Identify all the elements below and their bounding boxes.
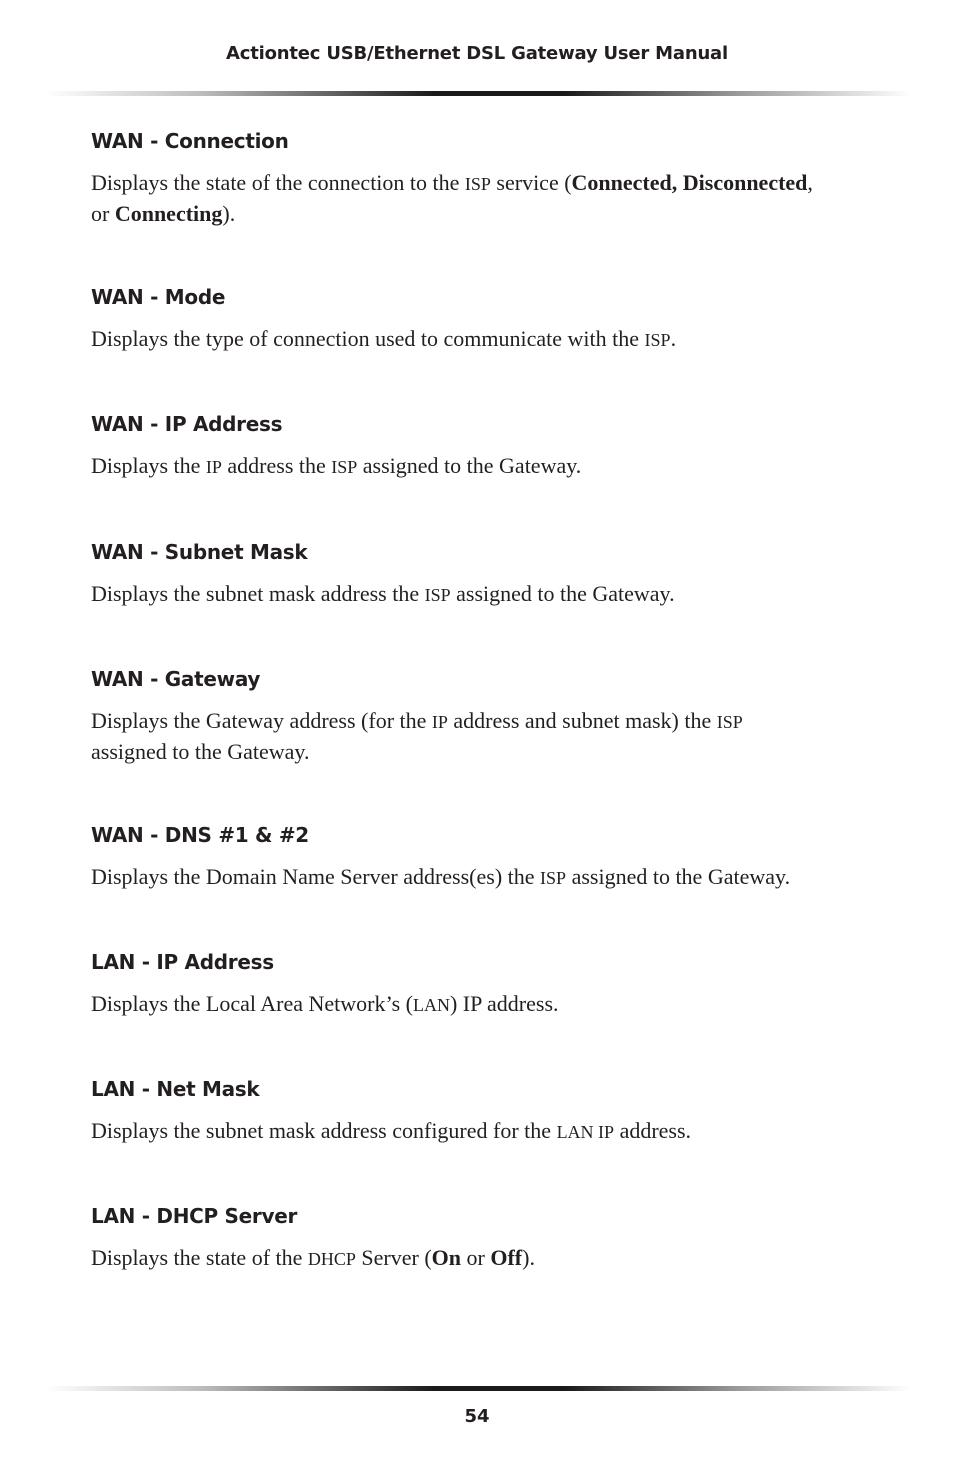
section-description: Displays the state of the DHCP Server (On or Off).	[91, 1245, 535, 1270]
section-heading: WAN - IP Address	[91, 412, 283, 436]
section-wan-mode	[91, 284, 881, 355]
section-heading: WAN - Gateway	[91, 667, 261, 691]
section-wan-subnet-mask	[91, 539, 881, 610]
section-description: Displays the Domain Name Server address(es) the ISP assigned to the Gateway.	[91, 864, 791, 889]
section-heading: LAN - IP Address	[91, 950, 274, 974]
page-number: 54	[464, 1406, 490, 1427]
section-description: Displays the subnet mask address the ISP assigned to the Gateway.	[91, 581, 675, 606]
section-heading: WAN - Connection	[91, 129, 289, 153]
section-description: Displays the subnet mask address configured for the LAN IP address.	[91, 1118, 692, 1143]
section-lan-net-mask	[91, 1076, 881, 1147]
section-heading: WAN - DNS #1 & #2	[91, 823, 309, 847]
section-wan-gateway	[91, 666, 881, 766]
section-wan-connection	[91, 128, 881, 228]
section-lan-dhcp-server	[91, 1203, 881, 1274]
section-lan-ip-address	[91, 949, 881, 1020]
section-heading: LAN - DHCP Server	[91, 1204, 298, 1228]
section-heading: WAN - Mode	[91, 285, 226, 309]
section-heading: WAN - Subnet Mask	[91, 540, 308, 564]
section-description: Displays the type of connection used to communicate with the ISP.	[91, 326, 677, 351]
section-description: Displays the IP address the ISP assigned to the Gateway.	[91, 453, 582, 478]
section-description: Displays the Local Area Network’s (LAN) IP address.	[91, 991, 559, 1016]
footer-divider	[45, 1386, 911, 1391]
page-header-title: Actiontec USB/Ethernet DSL Gateway User Manual	[226, 43, 728, 64]
section-wan-ip-address	[91, 411, 881, 482]
section-description: Displays the state of the connection to the ISP service (Connected, Disconnected, or Connecting).	[91, 170, 813, 226]
section-description: Displays the Gateway address (for the IP address and subnet mask) the ISP assigned to the Gateway.	[91, 708, 743, 764]
header-divider	[45, 91, 911, 96]
section-wan-dns	[91, 822, 881, 893]
section-heading: LAN - Net Mask	[91, 1077, 260, 1101]
